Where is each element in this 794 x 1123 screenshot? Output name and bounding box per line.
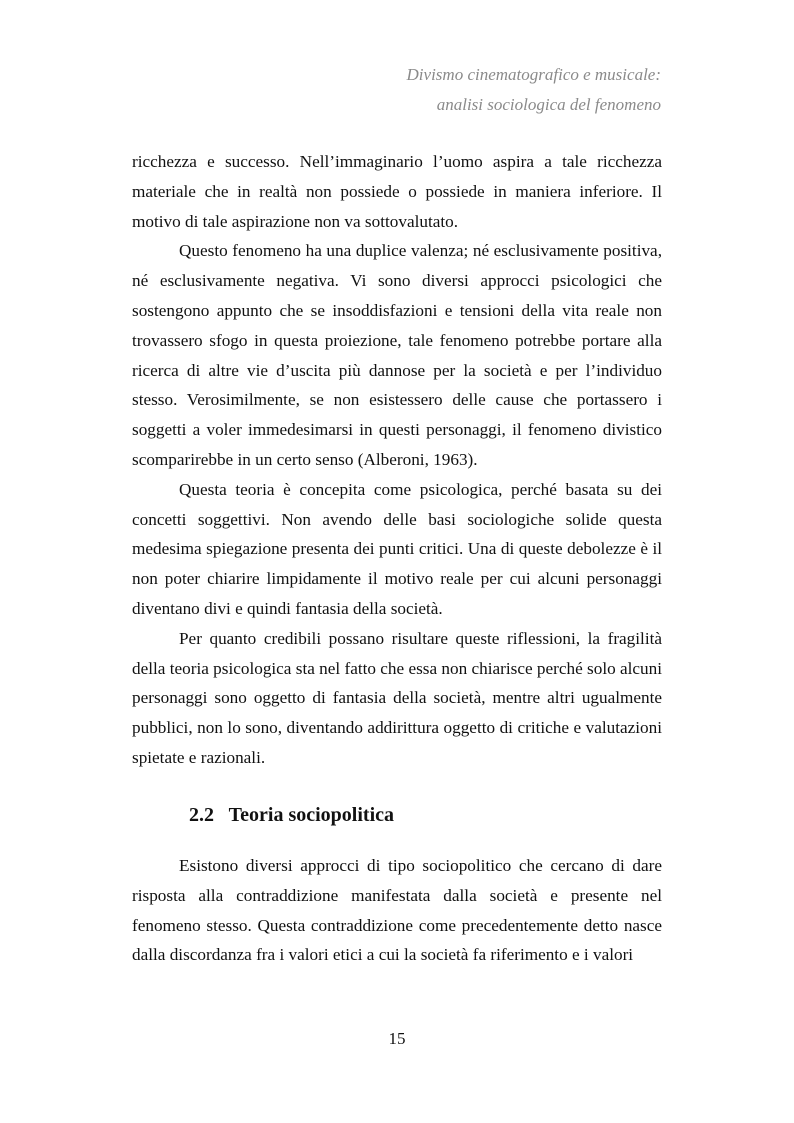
paragraph: Questo fenomeno ha una duplice valenza; né esclusivamente positiva, né esclusivamente negativa. Vi sono diversi approcci psicologici che sostengono appunto che se insoddisfazioni e tensioni della vita reale non trovassero sfogo in questa proiezione, tale fenomeno potrebbe portare alla ricerca di altre vie d’uscita più dannose per la società e per l’individuo stesso. Verosimilmente, se non esistessero delle cause che portassero i soggetti a voler immedesimarsi in questi personaggi, il fenomeno divistico scomparirebbe in un certo senso (Alberoni, 1963). [132, 241, 662, 469]
section-heading [189, 800, 394, 830]
paragraph: Per quanto credibili possano risultare queste riflessioni, la fragilità della teoria psicologica sta nel fatto che essa non chiarisce perché solo alcuni personaggi sono oggetto di fantasia della società, mentre altri ugualmente pubblici, non lo sono, diventando addirittura oggetto di critiche e valutazioni spietate e razionali. [132, 628, 662, 767]
page-number: 15 [388, 1029, 406, 1048]
section-body-text [132, 851, 662, 970]
section-title: Teoria sociopolitica [228, 804, 395, 826]
section-number: 2.2 [189, 804, 214, 826]
paragraph: Esistono diversi approcci di tipo sociopolitico che cercano di dare risposta alla contraddizione manifestata dalla società e presente nel fenomeno stesso. Questa contraddizione come precedentemente detto nasce dalla discordanza fra i valori etici a cui la società fa riferimento e i valori [132, 856, 662, 965]
running-header-line-1: Divismo cinematografico e musicale: [406, 65, 661, 84]
running-header [407, 60, 661, 120]
body-text [132, 147, 662, 773]
paragraph-continuation: ricchezza e successo. Nell’immaginario l’uomo aspira a tale ricchezza materiale che in realtà non possiede o possiede in maniera inferiore. Il motivo di tale aspirazione non va sottovalutato. [132, 152, 662, 231]
paragraph: Questa teoria è concepita come psicologica, perché basata su dei concetti soggettivi. Non avendo delle basi sociologiche solide questa medesima spiegazione presenta dei punti critici. Una di queste debolezze è il non poter chiarire limpidamente il motivo reale per cui alcuni personaggi diventano divi e quindi fantasia della società. [132, 479, 662, 618]
running-header-line-2: analisi sociologica del fenomeno [436, 95, 661, 114]
